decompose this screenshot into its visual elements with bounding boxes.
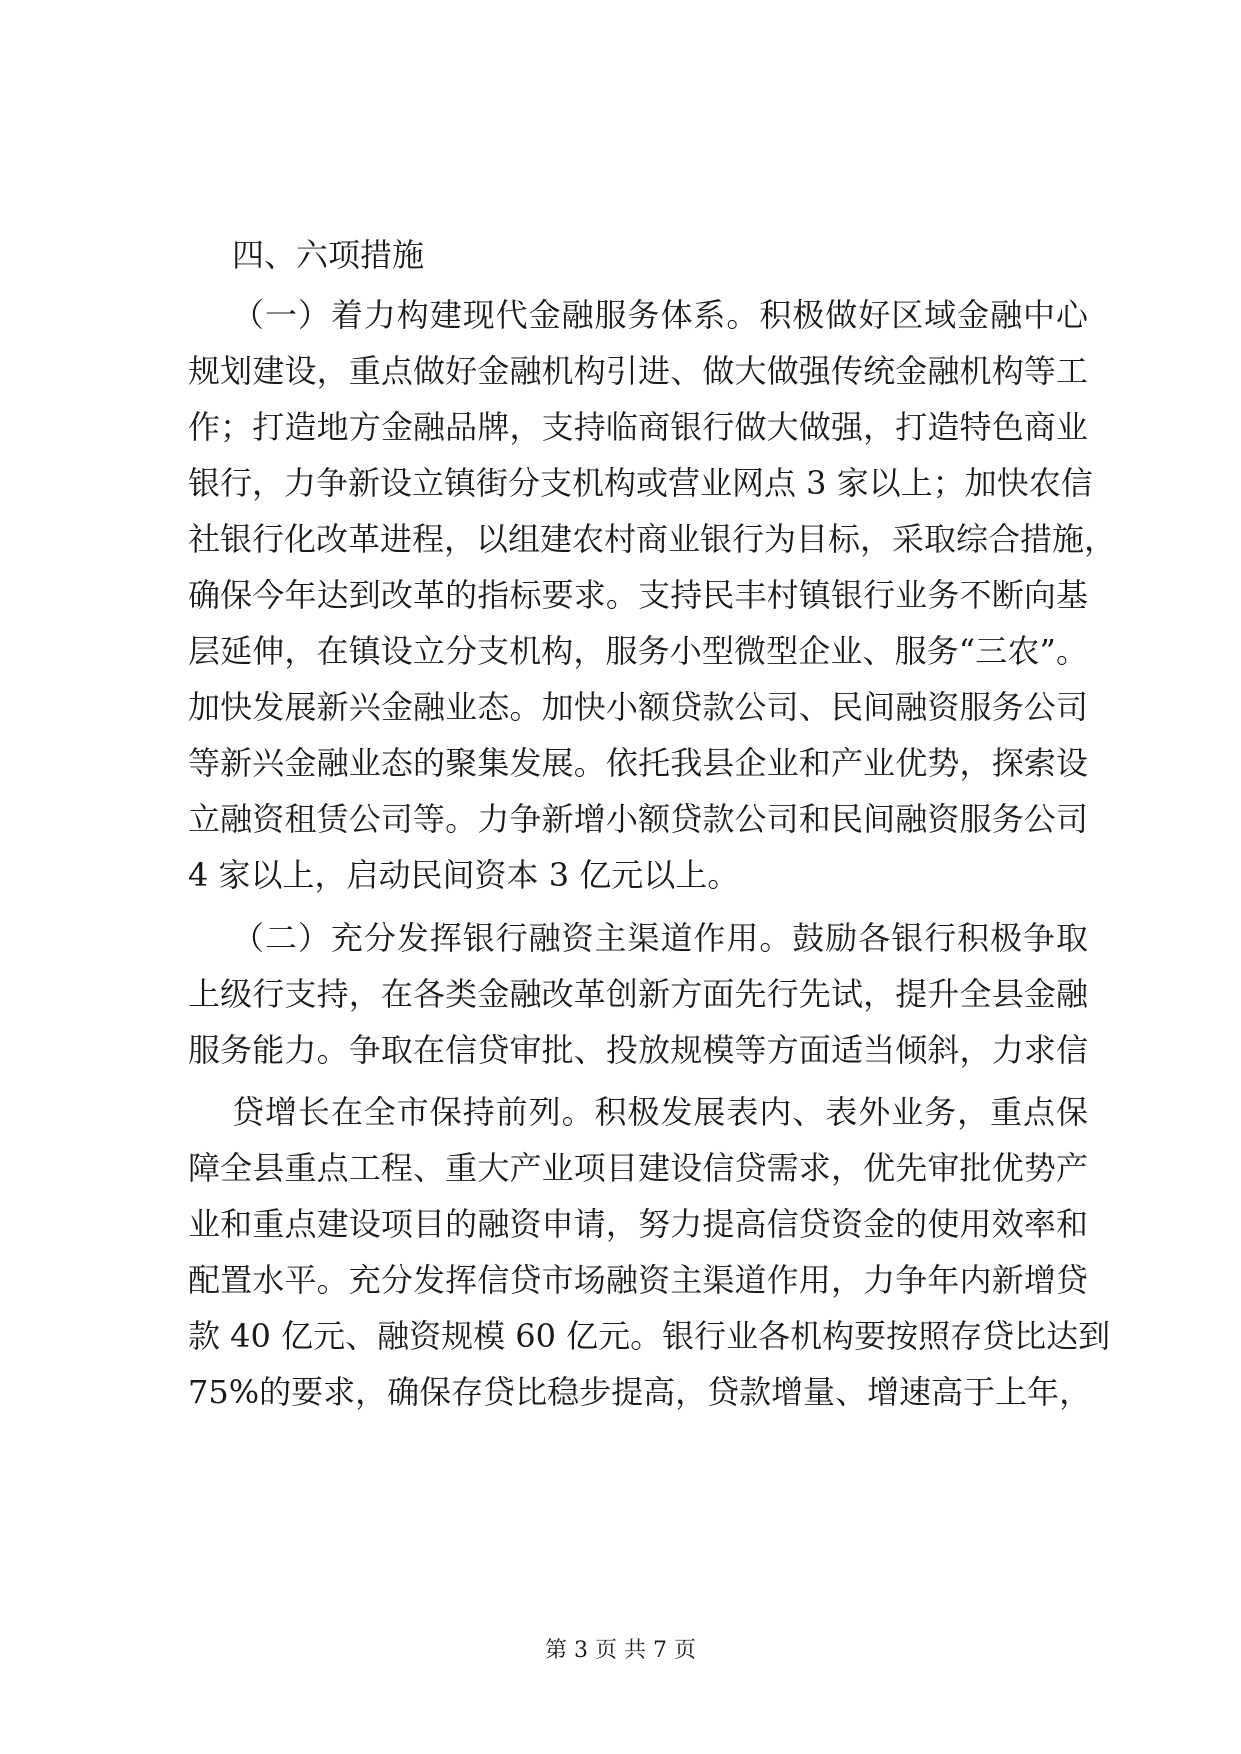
paragraph-line: 社银行化改革进程，以组建农村商业银行为目标，采取综合措施，: [188, 520, 1117, 558]
paragraph-line: 立融资租赁公司等。力争新增小额贷款公司和民间融资服务公司: [188, 800, 1088, 838]
paragraph-line: 75%的要求，确保存贷比稳步提高，贷款增量、增速高于上年，: [188, 1373, 1092, 1411]
paragraph-line: 等新兴金融业态的聚集发展。依托我县企业和产业优势，探索设: [188, 744, 1088, 782]
paragraph-line: 规划建设，重点做好金融机构引进、做大做强传统金融机构等工: [188, 352, 1088, 390]
section-heading: 四、六项措施: [232, 236, 425, 274]
paragraph-line: 4 家以上，启动民间资本 3 亿元以上。: [188, 856, 740, 894]
paragraph-line: 配置水平。充分发挥信贷市场融资主渠道作用，力争年内新增贷: [188, 1261, 1088, 1299]
paragraph-line: 银行，力争新设立镇街分支机构或营业网点 3 家以上；加快农信: [188, 464, 1093, 502]
paragraph-line: （一）着力构建现代金融服务体系。积极做好区域金融中心: [232, 296, 1088, 334]
page-number-footer: 第 3 页 共 7 页: [545, 1638, 696, 1663]
paragraph-line: 款 40 亿元、融资规模 60 亿元。银行业各机构要按照存贷比达到: [188, 1317, 1111, 1355]
paragraph-line: 贷增长在全市保持前列。积极发展表内、表外业务，重点保: [232, 1093, 1088, 1131]
paragraph-line: 业和重点建设项目的融资申请，努力提高信贷资金的使用效率和: [188, 1205, 1088, 1243]
paragraph-line: 服务能力。争取在信贷审批、投放规模等方面适当倾斜，力求信: [188, 1031, 1088, 1069]
paragraph-line: 确保今年达到改革的指标要求。支持民丰村镇银行业务不断向基: [188, 576, 1088, 614]
paragraph-line: 上级行支持，在各类金融改革创新方面先行先试，提升全县金融: [188, 975, 1088, 1013]
paragraph-line: 障全县重点工程、重大产业项目建设信贷需求，优先审批优势产: [188, 1149, 1088, 1187]
paragraph-line: 层延伸，在镇设立分支机构，服务小型微型企业、服务“三农”。: [188, 632, 1088, 670]
paragraph-line: （二）充分发挥银行融资主渠道作用。鼓励各银行积极争取: [232, 919, 1088, 957]
paragraph-line: 加快发展新兴金融业态。加快小额贷款公司、民间融资服务公司: [188, 688, 1088, 726]
paragraph-line: 作；打造地方金融品牌，支持临商银行做大做强，打造特色商业: [188, 408, 1088, 446]
